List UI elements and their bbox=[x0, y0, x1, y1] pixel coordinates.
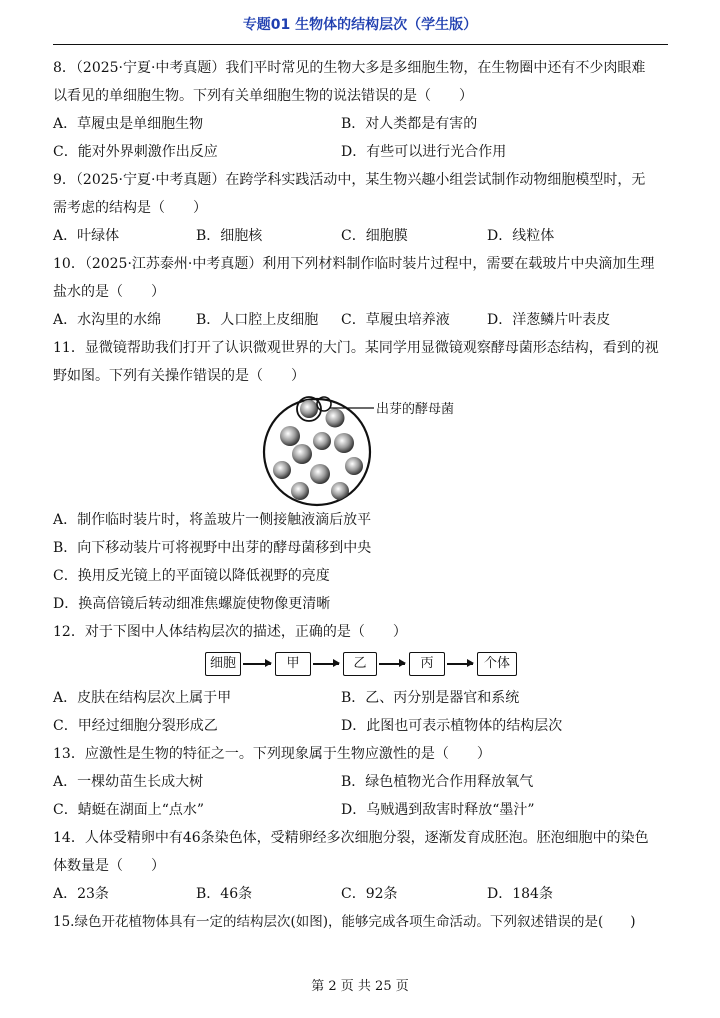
q14-stem-line2: 体数量是（ ） bbox=[53, 858, 165, 874]
field-of-view-circle bbox=[264, 399, 370, 505]
q11-stem-line2: 野如图。下列有关操作错误的是（ ） bbox=[53, 368, 305, 384]
q12-option-d: D．此图也可表示植物体的结构层次 bbox=[341, 718, 563, 734]
yeast-cell bbox=[313, 432, 331, 450]
q14-option-a: A．23条 bbox=[53, 886, 109, 902]
q8-stem-line2: 以看见的单细胞生物。下列有关单细胞生物的说法错误的是（ ） bbox=[53, 88, 473, 104]
yeast-cell bbox=[334, 433, 354, 453]
yeast-cell bbox=[291, 482, 309, 500]
q10-option-a: A．水沟里的水绵 bbox=[53, 312, 162, 328]
flow-box-bing: 丙 bbox=[409, 652, 445, 676]
flow-arrow bbox=[379, 663, 405, 665]
yeast-cell bbox=[280, 426, 300, 446]
q13-option-c: C．蜻蜓在湖面上“点水” bbox=[53, 802, 205, 818]
q13-stem-line1: 13．应激性是生物的特征之一。下列现象属于生物应激性的是（ ） bbox=[53, 746, 491, 762]
q11-option-b: B．向下移动装片可将视野中出芽的酵母菌移到中央 bbox=[53, 540, 372, 556]
q9-option-a: A．叶绿体 bbox=[53, 228, 120, 244]
yeast-cell bbox=[310, 464, 330, 484]
q14-option-d: D．184条 bbox=[487, 886, 553, 902]
flow-box-jia: 甲 bbox=[275, 652, 311, 676]
q12-stem-line1: 12．对于下图中人体结构层次的描述，正确的是（ ） bbox=[53, 624, 407, 640]
yeast-cell bbox=[292, 444, 312, 464]
flow-arrow bbox=[243, 663, 271, 665]
q10-option-d: D．洋葱鳞片叶表皮 bbox=[487, 312, 611, 328]
flow-box-yi: 乙 bbox=[343, 652, 377, 676]
q8-option-a: A．草履虫是单细胞生物 bbox=[53, 116, 204, 132]
q10-option-b: B．人口腔上皮细胞 bbox=[196, 312, 319, 328]
q9-stem-line2: 需考虑的结构是（ ） bbox=[53, 200, 207, 216]
q8-stem-line1: 8．（2025·宁夏·中考真题）我们平时常见的生物大多是多细胞生物，在生物圈中还有不少肉眼难 bbox=[53, 60, 646, 76]
budding-yeast-label: 出芽的酵母菌 bbox=[376, 402, 455, 417]
q9-option-d: D．线粒体 bbox=[487, 228, 555, 244]
microscope-field-figure bbox=[262, 396, 462, 508]
flow-box-individual: 个体 bbox=[477, 652, 517, 676]
page-header-title: 专题01 生物体的结构层次（学生版） bbox=[242, 17, 478, 33]
page-footer: 第 2 页 共 25 页 bbox=[311, 979, 409, 994]
q10-stem-line2: 盐水的是（ ） bbox=[53, 284, 165, 300]
microscope-field-svg bbox=[262, 396, 462, 508]
q14-stem-line1: 14．人体受精卵中有46条染色体，受精卵经多次细胞分裂，逐渐发育成胚泡。胚泡细胞中的染色 bbox=[53, 830, 649, 846]
q11-option-c: C．换用反光镜上的平面镜以降低视野的亮度 bbox=[53, 568, 330, 584]
q8-option-c: C．能对外界刺激作出反应 bbox=[53, 144, 218, 160]
q14-option-c: C．92条 bbox=[341, 886, 398, 902]
yeast-cell bbox=[300, 400, 318, 418]
q13-option-d: D．乌贼遇到敌害时释放“墨汁” bbox=[341, 802, 535, 818]
q9-stem-line1: 9．（2025·宁夏·中考真题）在跨学科实践活动中，某生物兴趣小组尝试制作动物细胞模型时，无 bbox=[53, 172, 646, 188]
q11-option-a: A．制作临时装片时，将盖玻片一侧接触液滴后放平 bbox=[53, 512, 372, 528]
q14-option-b: B．46条 bbox=[196, 886, 253, 902]
q13-option-a: A．一棵幼苗生长成大树 bbox=[53, 774, 204, 790]
flow-box-cell: 细胞 bbox=[205, 652, 241, 676]
yeast-cell bbox=[326, 409, 345, 428]
flow-arrow bbox=[447, 663, 473, 665]
header-rule bbox=[53, 44, 668, 45]
yeast-cell bbox=[345, 457, 363, 475]
q9-option-b: B．细胞核 bbox=[196, 228, 263, 244]
q8-option-b: B．对人类都是有害的 bbox=[341, 116, 478, 132]
q11-stem-line1: 11．显微镜帮助我们打开了认识微观世界的大门。某同学用显微镜观察酵母菌形态结构，看到的视 bbox=[53, 340, 659, 356]
q12-option-b: B．乙、丙分别是器官和系统 bbox=[341, 690, 520, 706]
q8-option-d: D．有些可以进行光合作用 bbox=[341, 144, 507, 160]
q10-option-c: C．草履虫培养液 bbox=[341, 312, 450, 328]
q11-option-d: D．换高倍镜后转动细准焦螺旋使物像更清晰 bbox=[53, 596, 331, 612]
q12-option-a: A．皮肤在结构层次上属于甲 bbox=[53, 690, 232, 706]
q13-option-b: B．绿色植物光合作用释放氧气 bbox=[341, 774, 534, 790]
q12-option-c: C．甲经过细胞分裂形成乙 bbox=[53, 718, 218, 734]
flow-arrow bbox=[313, 663, 339, 665]
q10-stem-line1: 10．（2025·江苏泰州·中考真题）利用下列材料制作临时装片过程中，需要在载玻片中央滴加生理 bbox=[53, 256, 655, 272]
q9-option-c: C．细胞膜 bbox=[341, 228, 408, 244]
yeast-cell bbox=[273, 461, 291, 479]
q15-stem-line1: 15.绿色开花植物体具有一定的结构层次(如图)，能够完成各项生命活动。下列叙述错误的是( ) bbox=[53, 914, 636, 930]
